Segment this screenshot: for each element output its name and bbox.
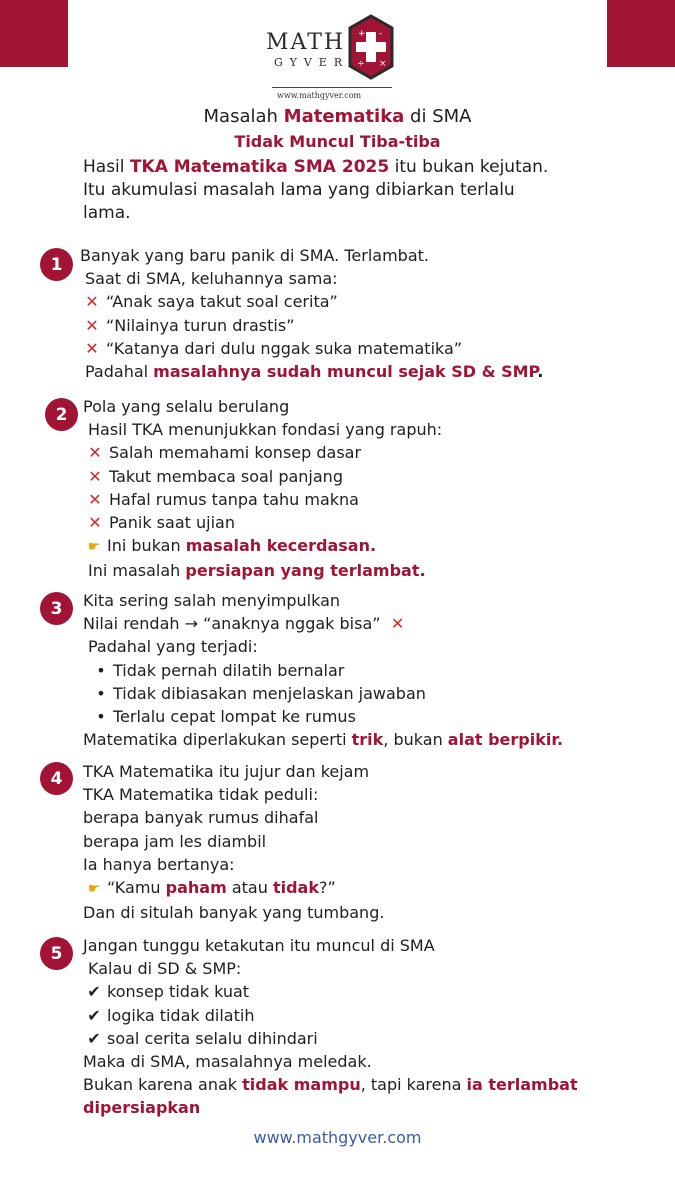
section-heading: Jangan tunggu ketakutan itu muncul di SMA — [83, 936, 435, 955]
math-operators-icon — [346, 14, 396, 80]
cross-mark-icon: ✕ — [390, 614, 405, 634]
bullet-icon: • — [96, 660, 106, 680]
title-line-2: Tidak Muncul Tiba-tiba — [234, 132, 441, 151]
cross-mark-icon: ✕ — [88, 466, 102, 486]
cross-mark-icon: ✕ — [88, 443, 102, 463]
list-item: ✕ Hafal rumus tanpa tahu makna — [83, 488, 658, 511]
corner-decoration-right — [607, 0, 675, 67]
section-closing: Ini masalah persiapan yang terlambat. — [88, 561, 426, 581]
section-line: Maka di SMA, masalahnya meledak. — [83, 1052, 372, 1072]
list-item: • Tidak pernah dilatih bernalar — [83, 659, 658, 682]
corner-decoration-left — [0, 0, 68, 67]
section-number-badge: 1 — [40, 248, 73, 281]
logo-divider — [272, 87, 392, 88]
footer-website-link[interactable]: www.mathgyver.com — [253, 1128, 422, 1147]
svg-text:+: + — [358, 29, 366, 39]
key-point: ☛ Ini bukan masalah kecerdasan. — [83, 534, 658, 559]
section-line: berapa jam les diambil — [83, 831, 267, 851]
section-closing: Dan di situlah banyak yang tumbang. — [83, 903, 385, 923]
section-line: berapa banyak rumus dihafal — [83, 808, 319, 828]
section-heading: TKA Matematika itu jujur dan kejam — [83, 762, 370, 781]
cross-mark-icon: ✕ — [85, 292, 99, 312]
cross-mark-icon: ✕ — [88, 513, 102, 533]
section-line: TKA Matematika tidak peduli: — [83, 785, 319, 805]
section-closing-continued: dipersiapkan — [83, 1098, 201, 1118]
list-item: ✔ soal cerita selalu dihindari — [83, 1027, 658, 1050]
section-subheading: Kalau di SD & SMP: — [88, 959, 242, 979]
section-heading: Pola yang selalu berulang — [83, 397, 290, 416]
list-item: • Tidak dibiasakan menjelaskan jawaban — [83, 682, 658, 705]
mathgyver-logo — [262, 14, 402, 104]
section-heading: Banyak yang baru panik di SMA. Terlambat. — [80, 246, 429, 265]
section-subheading: Hasil TKA menunjukkan fondasi yang rapuh: — [88, 420, 443, 440]
section-line: Nilai rendah → “anaknya nggak bisa” ✕ — [83, 612, 658, 635]
section-subheading: Padahal yang terjadi: — [88, 637, 258, 657]
section-number-badge: 2 — [45, 398, 78, 431]
list-item: ✕ Takut membaca soal panjang — [83, 465, 658, 488]
cross-mark-icon: ✕ — [85, 315, 99, 335]
intro-paragraph: Hasil TKA Matematika SMA 2025 itu bukan kejutan. Itu akumulasi masalah lama yang dibiarkan terlalu lama. — [83, 157, 549, 223]
list-item: ✕ “Nilainya turun drastis” — [80, 314, 655, 337]
section-closing: Padahal masalahnya sudah muncul sejak SD & SMP. — [85, 362, 544, 382]
list-item: ✔ logika tidak dilatih — [83, 1004, 658, 1027]
svg-text:×: × — [379, 59, 387, 69]
list-item: • Terlalu cepat lompat ke rumus — [83, 705, 658, 728]
cross-mark-icon: ✕ — [85, 338, 99, 358]
key-quote: ☛ “Kamu paham atau tidak?” — [83, 876, 658, 901]
pointing-hand-icon: ☛ — [87, 539, 101, 556]
list-item: ✕ “Anak saya takut soal cerita” — [80, 290, 655, 313]
svg-text:-: - — [379, 29, 383, 39]
section-number-badge: 4 — [40, 762, 73, 795]
bullet-icon: • — [96, 683, 106, 703]
check-mark-icon: ✔ — [87, 1005, 101, 1025]
logo-word-math: MATH — [266, 30, 346, 55]
section-heading: Kita sering salah menyimpulkan — [83, 591, 341, 610]
bullet-icon: • — [96, 707, 106, 727]
title-line-1: Masalah Matematika di SMA — [203, 106, 472, 127]
logo-word-gyver: GYVER — [274, 56, 350, 69]
pointing-hand-icon: ☛ — [87, 881, 101, 898]
cross-mark-icon: ✕ — [88, 489, 102, 509]
section-number-badge: 3 — [40, 592, 73, 625]
check-mark-icon: ✔ — [87, 982, 101, 1002]
list-item: ✔ konsep tidak kuat — [83, 980, 658, 1003]
list-item: ✕ “Katanya dari dulu nggak suka matematika” — [80, 337, 655, 360]
section-closing: Matematika diperlakukan seperti trik, bukan alat berpikir. — [83, 730, 564, 750]
list-item: ✕ Panik saat ujian — [83, 511, 658, 534]
list-item: ✕ Salah memahami konsep dasar — [83, 441, 658, 464]
section-number-badge: 5 — [40, 937, 73, 970]
logo-url: www.mathgyver.com — [277, 91, 362, 100]
section-closing: Bukan karena anak tidak mampu, tapi karena ia terlambat — [83, 1075, 578, 1095]
section-line: Ia hanya bertanya: — [83, 854, 235, 874]
check-mark-icon: ✔ — [87, 1028, 101, 1048]
section-subheading: Saat di SMA, keluhannya sama: — [85, 269, 338, 289]
svg-text:÷: ÷ — [357, 59, 365, 69]
